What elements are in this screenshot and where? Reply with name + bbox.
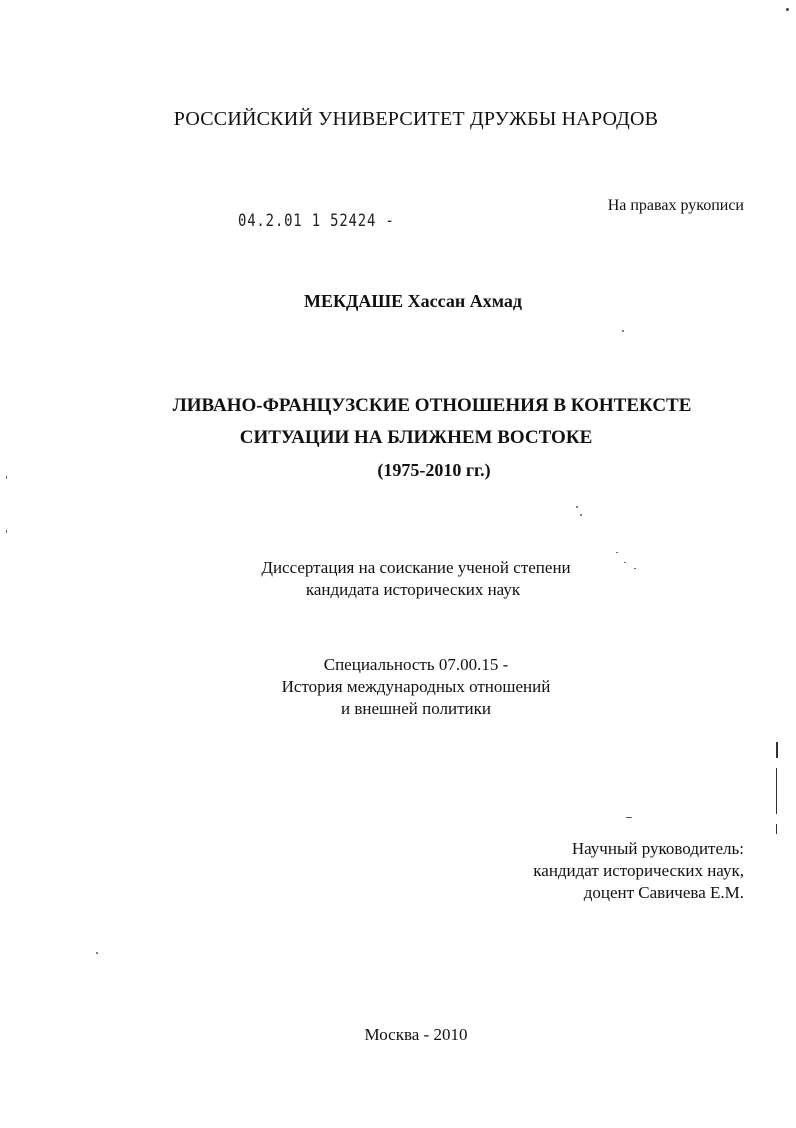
- scan-edge-mark: [776, 742, 778, 758]
- specialty-name-line-2: и внешней политики: [341, 699, 491, 718]
- author-name: МЕКДАШЕ Хассан Ахмад: [303, 291, 522, 311]
- specialty-name-line-1: История международных отношений: [281, 677, 551, 696]
- supervisor-degree: кандидат исторических наук,: [533, 861, 744, 880]
- scan-speck: [626, 817, 632, 818]
- scan-edge-mark: [776, 768, 777, 814]
- thesis-title-years: (1975-2010 гг.): [377, 460, 491, 480]
- scan-speck: [622, 330, 624, 332]
- thesis-title-line-1: ЛИВАНО-ФРАНЦУЗСКИЕ ОТНОШЕНИЯ В КОНТЕКСТЕ: [172, 395, 692, 416]
- city-and-year: Москва - 2010: [364, 1025, 468, 1044]
- scan-speck: [6, 530, 7, 533]
- thesis-title-line-2: СИТУАЦИИ НА БЛИЖНЕМ ВОСТОКЕ: [239, 427, 593, 448]
- scan-speck: [6, 476, 7, 479]
- scan-speck: [616, 552, 618, 553]
- manuscript-rights-note: На правах рукописи: [607, 197, 744, 214]
- specialty-code: Специальность 07.00.15 -: [323, 655, 509, 674]
- scan-speck: [580, 514, 582, 516]
- scan-edge-mark: [776, 824, 777, 834]
- supervisor-name: доцент Савичева Е.М.: [583, 883, 744, 902]
- scan-speck: [624, 562, 626, 563]
- scan-speck: [576, 506, 578, 508]
- supervisor-heading: Научный руководитель:: [571, 839, 744, 858]
- scan-speck: [634, 568, 636, 569]
- university-name: РОССИЙСКИЙ УНИВЕРСИТЕТ ДРУЖБЫ НАРОДОВ: [173, 108, 659, 130]
- dissertation-degree-line-1: Диссертация на соискание ученой степени: [261, 558, 571, 577]
- dissertation-degree-line-2: кандидата исторических наук: [305, 580, 521, 599]
- archive-stamp-number: 04.2.01 1 52424 -: [238, 211, 395, 231]
- scan-speck: [786, 8, 789, 11]
- scan-speck: [96, 952, 98, 954]
